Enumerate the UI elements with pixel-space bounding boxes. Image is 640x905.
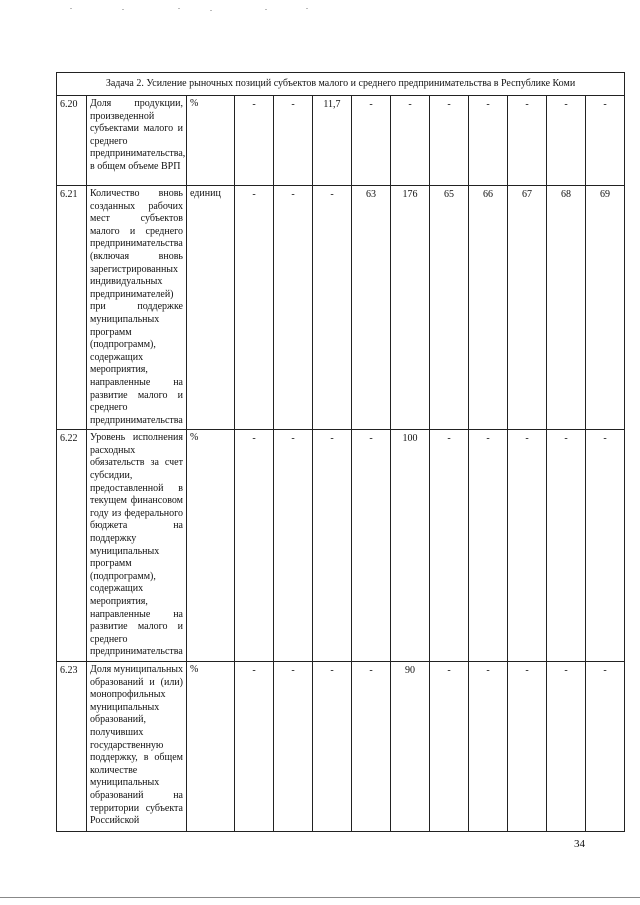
unit-cell: единиц — [187, 186, 235, 430]
value-cell: - — [430, 661, 469, 831]
value-cell: - — [352, 661, 391, 831]
unit-cell: % — [187, 661, 235, 831]
scan-bottom-edge — [0, 897, 640, 898]
value-cell: - — [469, 661, 508, 831]
value-cell: 176 — [391, 186, 430, 430]
value-cell: 90 — [391, 661, 430, 831]
indicators-table — [56, 72, 625, 832]
task-header-row — [57, 73, 625, 96]
indicator-description: Доля муниципальных образований и (или) монопрофильных муниципальных образований, получивших государственную поддержку, в общем количестве муниципальных образований на территории субъекта Российской — [87, 661, 187, 831]
value-cell: - — [547, 96, 586, 186]
task-title: Задача 2. Усиление рыночных позиций субъектов малого и среднего предпринимательства в Республике Коми — [57, 73, 625, 96]
value-cell: 67 — [508, 186, 547, 430]
value-cell: - — [508, 661, 547, 831]
value-cell: - — [430, 96, 469, 186]
page-number: 34 — [574, 838, 585, 850]
value-cell: - — [586, 96, 625, 186]
value-cell: - — [508, 430, 547, 662]
value-cell: - — [313, 661, 352, 831]
value-cell: - — [469, 96, 508, 186]
value-cell: - — [586, 661, 625, 831]
value-cell: - — [469, 430, 508, 662]
row-number: 6.20 — [57, 96, 87, 186]
value-cell: - — [235, 186, 274, 430]
value-cell: - — [274, 96, 313, 186]
value-cell: - — [235, 430, 274, 662]
indicator-description: Количество вновь созданных рабочих мест субъектов малого и среднего предпринимательства (включая вновь зарегистрированных индивидуальных предпринимателей) при поддержке муниципальных программ (подпрограмм), содержащих мероприятия, направленные на развитие малого и среднего предпринимательства — [87, 186, 187, 430]
table-row — [57, 430, 625, 662]
value-cell: - — [352, 430, 391, 662]
value-cell: 69 — [586, 186, 625, 430]
unit-cell: % — [187, 96, 235, 186]
value-cell: - — [508, 96, 547, 186]
value-cell: - — [586, 430, 625, 662]
value-cell: 68 — [547, 186, 586, 430]
row-number: 6.22 — [57, 430, 87, 662]
table-row — [57, 186, 625, 430]
row-number: 6.21 — [57, 186, 87, 430]
value-cell: - — [430, 430, 469, 662]
value-cell: 63 — [352, 186, 391, 430]
value-cell: 100 — [391, 430, 430, 662]
value-cell: - — [352, 96, 391, 186]
table-row — [57, 661, 625, 831]
value-cell: - — [547, 430, 586, 662]
value-cell: - — [313, 430, 352, 662]
indicator-description: Доля продукции, произведенной субъектами малого и среднего предпринимательства, в общем объеме ВРП — [87, 96, 187, 186]
value-cell: - — [274, 430, 313, 662]
indicator-description: Уровень исполнения расходных обязательств за счет субсидии, предоставленной в текущем финансовом году из федерального бюджета на поддержку муниципальных программ (подпрограмм), содержащих мероприятия, направленные на развитие малого и среднего предпринимательства — [87, 430, 187, 662]
value-cell: 11,7 — [313, 96, 352, 186]
value-cell: - — [274, 661, 313, 831]
table-row — [57, 96, 625, 186]
value-cell: 65 — [430, 186, 469, 430]
value-cell: - — [274, 186, 313, 430]
value-cell: - — [547, 661, 586, 831]
unit-cell: % — [187, 430, 235, 662]
value-cell: - — [235, 96, 274, 186]
scan-artifacts — [60, 6, 360, 16]
value-cell: - — [313, 186, 352, 430]
row-number: 6.23 — [57, 661, 87, 831]
value-cell: 66 — [469, 186, 508, 430]
value-cell: - — [391, 96, 430, 186]
value-cell: - — [235, 661, 274, 831]
